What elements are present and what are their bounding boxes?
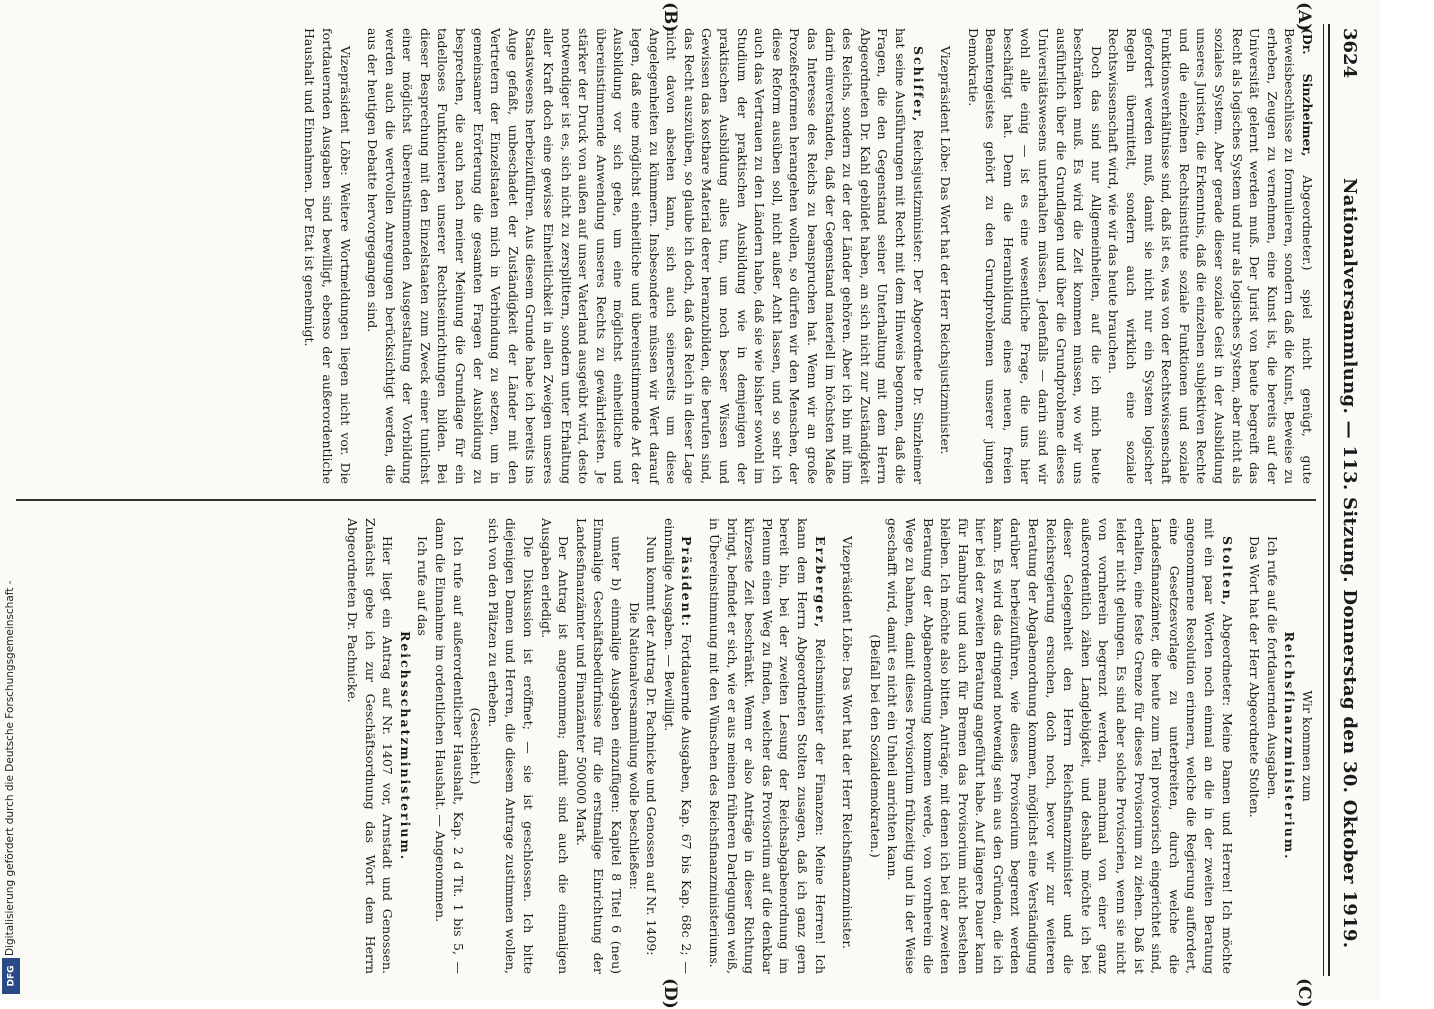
reaction: (Beifall bei den Sozialdemokraten.): [867, 634, 883, 858]
paragraph: [364, 28, 927, 484]
speaker-role: Abgeordneter.): [1300, 175, 1315, 271]
paragraph: [1105, 28, 1316, 484]
paragraph-text: Meine Herren! Ich kann dem Herrn Abgeordneten Stolten zusagen, daß ich ganz gern bereit bin, bei der zweiten Lesung der Reichsabgabenordnung im Plenum einen Weg zu finden, welcher das Provisorium auf die denkbar kürzeste Zeit beschränkt. Wenn er also Anträge in dieser Richtung bringt, befindet er sich, wie er aus meinen früheren Darlegungen weiß, in Übereinstimmung mit den Wünschen des Reichsfinanzministeriums.: [707, 518, 828, 974]
speaker-role: Reichsminister der Finanzen:: [812, 638, 828, 836]
margin-letter-b: (B): [660, 2, 680, 33]
section-heading: Reichsschatzministerium.: [397, 630, 413, 862]
paragraph: unter b) einmalige Ausgaben einzufügen: Kapitel 8 Titel 6 (neu) Einmalige Geschäftsbedürfnisse für die erstmalige Einrichtung der Landesfinanzämter und Finanzämter 500000 Mark.: [573, 518, 625, 974]
paragraph: Hier liegt ein Antrag auf Nr. 1407 vor, Arnstadt und Genossen. Zunächst gebe ich zur Geschäftsordnung das Wort dem Herrn Abgeordneten Dr. Pachnicke.: [345, 518, 396, 974]
paragraph: Vizepräsident Löbe: Weitere Wortmeldungen liegen nicht vor. Die fortdauernden Ausgaben sind bewilligt, ebenso der außerordentliche Haushalt und Einnahmen. Der Etat ist genehmigt.: [302, 28, 353, 484]
paragraph: Das Wort hat der Herr Abgeordnete Stolten.: [1247, 536, 1263, 818]
digitization-note: Digitalisierung gefördert durch die Deutsche Forschungsgemeinschaft -: [4, 580, 16, 956]
margin-letter-a: (A): [1294, 2, 1314, 32]
page-header: [1334, 28, 1364, 972]
dfg-logo-text: DFG: [6, 965, 17, 987]
paragraph: Der Antrag ist angenommen; damit sind auch die einmaligen Ausgaben erledigt.: [538, 518, 572, 974]
margin-letter-d: (D): [660, 978, 680, 1009]
running-title: Nationalversammlung. — 113. Sitzung. Donnerstag den 30. Oktober 1919.: [1339, 178, 1360, 949]
speaker-name: Schiffer,: [910, 46, 926, 124]
paragraph: Wir kommen zum: [1300, 690, 1315, 802]
header-rule-bottom: [1323, 24, 1324, 976]
header-rule-top: [1328, 24, 1330, 976]
paragraph: Nun kommt der Antrag Dr. Pachnicke und Genossen auf Nr. 1409:: [644, 536, 660, 956]
paragraph: [660, 518, 695, 974]
speaker-name: Präsident:: [679, 536, 695, 629]
paragraph: Vizepräsident Löbe: Das Wort hat der Herr Reichsfinanzminister.: [840, 536, 856, 949]
paragraph: [705, 518, 828, 974]
paragraph: Die Nationalversammlung wolle beschließen:: [626, 602, 642, 890]
speaker-role: Reichsjustizminister:: [910, 129, 926, 263]
paragraph-text: Fortdauernde Ausgaben, Kap. 67 bis Kap. 68c 2; — einmalige Ausgaben. — Bewilligt.: [661, 518, 695, 975]
speaker-name: (Dr. Sinzheimer,: [1300, 28, 1315, 157]
section-heading: Reichsfinanzministerium.: [1282, 631, 1298, 861]
speaker-role: Abgeordneter:: [1219, 614, 1235, 707]
reaction: (Geschieht.): [468, 707, 484, 785]
paragraph: Ich rufe auf das: [415, 536, 431, 636]
paragraph-text: Meine Damen und Herren! Ich möchte mit ein paar Worten noch einmal an die in der zweiten Beratung angenommene Resolution erinnern, welche die Regierung auffordert, eine Gesetzesvorlage zu unterbreiten, durch welche die Landesfinanzämter, die heute zum Teil provisorisch eingerichtet sind, erhalten, eine feste Grenze für dieses Provisorium zu ziehen. Daß ist leider nicht gelungen. Es sind aber solche Provisorien, wenn sie nicht von vornherein begrenzt werden, manchmal von einer ganz außerordentlich zähen Langlebigkeit, und deshalb möchte ich bei dieser Gelegenheit den Herrn Reichsfinanzminister und die Reichsregierung ersuchen, doch noch, bevor wir zur weiteren Beratung der Abgabenordnung kommen, möglichst eine Verständigung darüber herbeizuführen, wie dieses Provisorium begrenzt werden kann. Es wird das dringend notwendig sein aus den Gründen, die ich hier bei der zweiten Beratung angeführt habe. Auf längere Dauer kann für Hamburg und auch für Bremen das Provisorium nicht bestehen bleiben. Ich möchte also bitten, Anträge, mit denen ich bei der zweiten Beratung der Abgabenordnung kommen werde, von vornherein die Wege zu bahnen, damit dieses Provisorium frühzeitig und in der Weise geschafft wird, damit es nicht ein Unheil anrichten kann.: [885, 518, 1235, 974]
speaker-name: Stolten,: [1219, 536, 1235, 608]
right-column: [344, 518, 1316, 974]
paragraph-text: spiel nicht genügt, gute Beweisbeschlüsse zu formulieren, sondern daß die Kunst, Beweise zu erheben, Zeugen zu vernehmen, eine Kunst ist, die bereits auf der Universität gelernt werden muß. Der Jurist von heute begreift das Recht als logisches System und nur als logisches System, aber nicht als soziales System. Aber gerade dieser soziale Geist in der Ausbildung unseres Juristen, die Erkenntnis, daß die einzelnen subjektiven Rechte und die einzelnen Rechtsinstitute soziale Funktionen und soziale Funktionsverhältnisse sind, daß ist es, was von der Rechtswissenschaft gefordert werden muß, damit sie nicht nur ein System logischer Regeln übermittelt, sondern auch wirklich eine soziale Rechtswissenschaft wird, wie wir das heute brauchen.: [1106, 28, 1315, 484]
page-number: 3624: [1339, 28, 1360, 79]
margin-letter-c: (C): [1294, 978, 1314, 1008]
speaker-name: Erzberger,: [812, 536, 828, 630]
paragraph-text: Der Abgeordnete Dr. Sinzheimer hat seine Ausführungen mit Recht mit dem Hinweis begonnen, daß die Fragen, die den Gegenstand seiner Unterhaltung mit dem Herrn Abgeordneten Dr. Kahl gebildet haben, an sich nicht zur Zuständigkeit des Reichs, sondern zu der der Länder gehören. Aber ich bin mit ihm darin einverstanden, daß der Gegenstand materiell im höchsten Maße das Interesse des Reichs zu beanspruchen hat. Wenn wir an große Prozeßreformen herangehen wollen, so dürfen wir den Menschen, der diese Reform ausüben soll, nicht außer Acht lassen, und so sehr ich auch das Vertrauen zu den Ländern habe, daß sie wie bisher sowohl im Studium der praktischen Ausbildung wie in demjenigen der praktischen Ausbildung alles tun, um noch besser Wissen und Gewissen das kostbare Material derer heranzubilden, die berufen sind, das Recht auszuüben, so glaube ich doch, daß das Reich in dieser Lage nicht davon absehen kann, sich auch seinerseits um diese Angelegenheiten zu kümmern. Insbesondere müssen wir Wert darauf legen, daß eine möglichst einheitliche und übereinstimmende Art der Ausbildung vor sich gehe, um eine möglichst einheitliche und übereinstimmende Anwendung unseres Rechts zu gewährleisten. Je stärker der Druck von außen auf unser Vaterland ausgeübt wird, desto notwendiger ist es, sich nicht zu zersplittern, sondern unter Erhaltung aller Kraft doch eine gewisse Einheitlichkeit in allen Zweigen unseres Staatswesens herbeizuführen. Aus diesem Grunde habe ich bereits ins Auge gefaßt, unbeschadet der Zuständigkeit der Länder mit den Vertretern der Einzelstaaten mich in Verbindung zu setzen, um in gemeinsamer Erörterung die gesamten Fragen der Ausbildung zu besprechen, die auch nach meiner Meinung die Grundlage für ein tadelloses Funktionieren unserer Rechtseinrichtungen bilden. Bei dieser Besprechung mit den Einzelstaaten zum Zweck einer tunlichst einer möglichst übereinstimmenden Ausgestaltung der Vorbildung werden auch die wertvollen Anregungen berücksichtigt werden, die aus der heutigen Debatte hervorgegangen sind.: [365, 28, 926, 484]
paragraph: Ich rufe auf außerordentlicher Haushalt, Kap. 2 d Tit. 1 bis 5, — dann die Einnahme im ordentlichen Haushalt. — Angenommen.: [433, 518, 466, 974]
paragraph: Ich rufe auf die fortdauernden Ausgaben.: [1264, 536, 1280, 800]
paragraph: Vizepräsident Löbe: Das Wort hat der Herr Reichsjustizminister.: [938, 46, 954, 455]
paragraph: Doch das sind nur Allgemeinheiten, auf die ich mich heute beschränken muß. Es wird die Zeit kommen müssen, wo wir uns ausführlich über die Grundlagen und über die Grundprobleme dieses Universitätswesens unterhalten müssen. Jedenfalls — darin sind wir wohl alle einig — ist es eine wesentliche Frage, die uns hier beschäftigt hat. Denn die Heranbildung eines neuen, freien Beamtengeistes gehört zu den Grundproblemen unserer jungen Demokratie.: [965, 28, 1104, 484]
left-column: [301, 28, 1316, 484]
dfg-logo: [2, 958, 20, 994]
paragraph: Die Diskussion ist eröffnet; — sie ist geschlossen. Ich bitte diejenigen Damen und Herren, die diesem Antrage zustimmen wollen, sich von den Plätzen zu erheben.: [485, 518, 537, 974]
column-divider: [16, 499, 1316, 501]
paragraph: [884, 518, 1236, 974]
